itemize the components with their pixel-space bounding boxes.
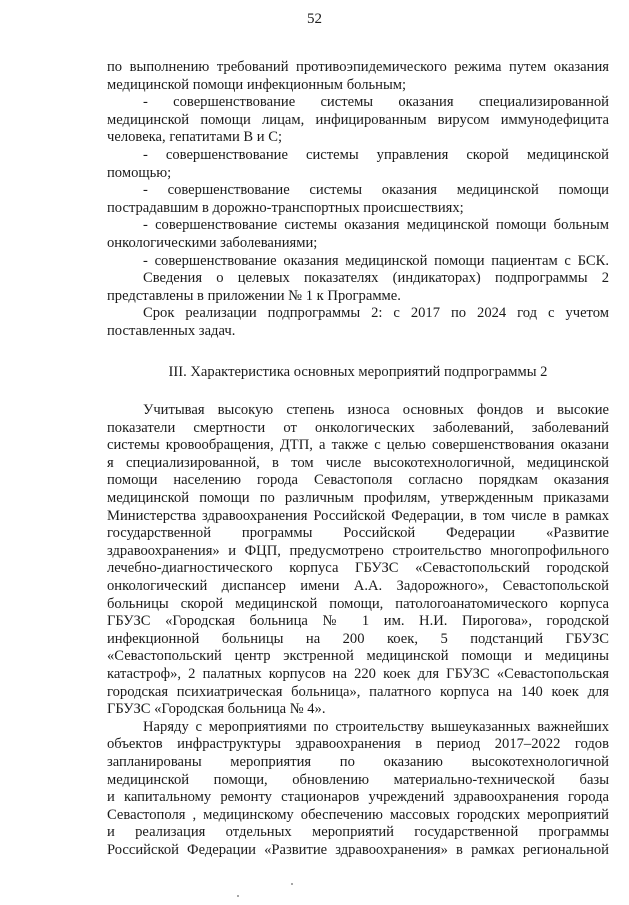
text-line: Министерства здравоохранения Российской Федерации, в том числе в рамках xyxy=(107,507,609,524)
text-line: инфекционной больницы на 200 коек, 5 подстанций ГБУЗС xyxy=(107,630,609,647)
document-body xyxy=(107,59,609,860)
indicators-paragraph xyxy=(107,270,609,305)
text-line: государственной программы Российской Федерации «Развитие xyxy=(107,525,609,542)
bullet-item xyxy=(107,182,609,217)
text-line: Сведения о целевых показателях (индикаторах) подпрограммы 2 xyxy=(143,270,609,287)
text-line: городская психиатрическая больница», палатного корпуса на 140 коек для xyxy=(107,683,609,700)
paragraph-main-construction xyxy=(107,402,609,719)
text-line: лечебно-диагностического корпуса ГБУЗС «Севастопольский городской xyxy=(107,560,609,577)
text-line: помощи населению города Севастополя согласно порядкам оказания xyxy=(107,472,609,489)
scan-speck xyxy=(291,883,293,885)
text-line: представлены в приложении № 1 к Программе. xyxy=(107,287,401,304)
text-line: по выполнению требований противоэпидемического режима путем оказания xyxy=(107,59,609,75)
text-line: ГБУЗС «Городская больница № 4». xyxy=(107,701,326,718)
text-line: человека, гепатитами В и С; xyxy=(107,129,283,146)
text-line: пострадавшим в дорожно-транспортных происшествиях; xyxy=(107,199,464,216)
text-line: медицинской помощи по различным профилям, утвержденным приказами xyxy=(107,490,609,507)
text-line: помощью; xyxy=(107,164,172,181)
text-line: медицинской помощи лицам, инфицированным вирусом иммунодефицита xyxy=(107,111,609,128)
text-line: Севастополя , медицинскому обеспечению массовых городских мероприятий xyxy=(107,806,609,823)
bullet-item xyxy=(107,253,609,271)
text-line: медицинской помощи, обновлению материально-технической базы xyxy=(107,771,609,788)
bullet-item xyxy=(107,217,609,252)
text-line: поставленных задач. xyxy=(107,322,236,339)
text-line: «Севастопольский центр экстренной медицинской помощи и медицины xyxy=(107,648,609,665)
text-line: Российской Федерации «Развитие здравоохранения» в рамках региональной xyxy=(107,841,609,858)
bullet-item xyxy=(107,94,609,147)
scan-speck xyxy=(237,895,239,897)
intro-paragraph xyxy=(107,59,609,94)
text-line: - совершенствование оказания медицинской помощи пациентам с БСК. xyxy=(143,252,609,269)
section-heading: III. Характеристика основных мероприятий подпрограммы 2 xyxy=(168,363,548,380)
text-line: я специализированной, в том числе высокотехнологичной, медицинской xyxy=(107,454,609,471)
text-line: медицинской помощи инфекционным больным; xyxy=(107,76,407,93)
text-line: - совершенствование системы оказания медицинской помощи xyxy=(143,182,609,199)
text-line: онкологическими заболеваниями; xyxy=(107,234,318,251)
text-line: Наряду с мероприятиями по строительству вышеуказанных важнейших xyxy=(143,718,609,735)
paragraph-additional-measures xyxy=(107,719,609,860)
text-line: ГБУЗС «Городская больница № 1 им. Н.И. Пирогова», городской xyxy=(107,613,609,630)
page-number: 52 xyxy=(307,11,322,27)
text-line: - совершенствование системы оказания специализированной xyxy=(143,94,609,111)
text-line: объектов инфраструктуры здравоохранения в период 2017–2022 годов xyxy=(107,736,609,753)
text-line: Учитывая высокую степень износа основных фондов и высокие xyxy=(143,402,609,419)
text-line: запланированы мероприятия по оказанию высокотехнологичной xyxy=(107,753,609,770)
text-line: - совершенствование системы управления скорой медицинской xyxy=(143,146,609,163)
text-line: здравоохранения» и ФЦП, предусмотрено строительство многопрофильного xyxy=(107,542,609,559)
term-paragraph xyxy=(107,305,609,340)
text-line: показатели смертности от онкологических заболеваний, заболеваний xyxy=(107,419,609,436)
text-line: катастроф», 2 палатных корпусов на 220 коек для ГБУЗС «Севастопольская xyxy=(107,666,609,682)
text-line: системы кровообращения, ДТП, а также с целью совершенствования оказани xyxy=(107,437,609,454)
text-line: онкологический диспансер имени А.А. Задорожного», Севастопольской xyxy=(107,578,609,595)
bullet-item xyxy=(107,147,609,182)
text-line: Срок реализации подпрограммы 2: с 2017 по 2024 год с учетом xyxy=(143,305,609,322)
text-line: и капитальному ремонту стационаров учреждений здравоохранения города xyxy=(107,789,609,806)
text-line: и реализация отдельных мероприятий государственной программы xyxy=(107,824,609,841)
text-line: больницы скорой медицинской помощи, патологоанатомического корпуса xyxy=(107,595,609,612)
text-line: - совершенствование системы оказания медицинской помощи больным xyxy=(143,217,609,234)
